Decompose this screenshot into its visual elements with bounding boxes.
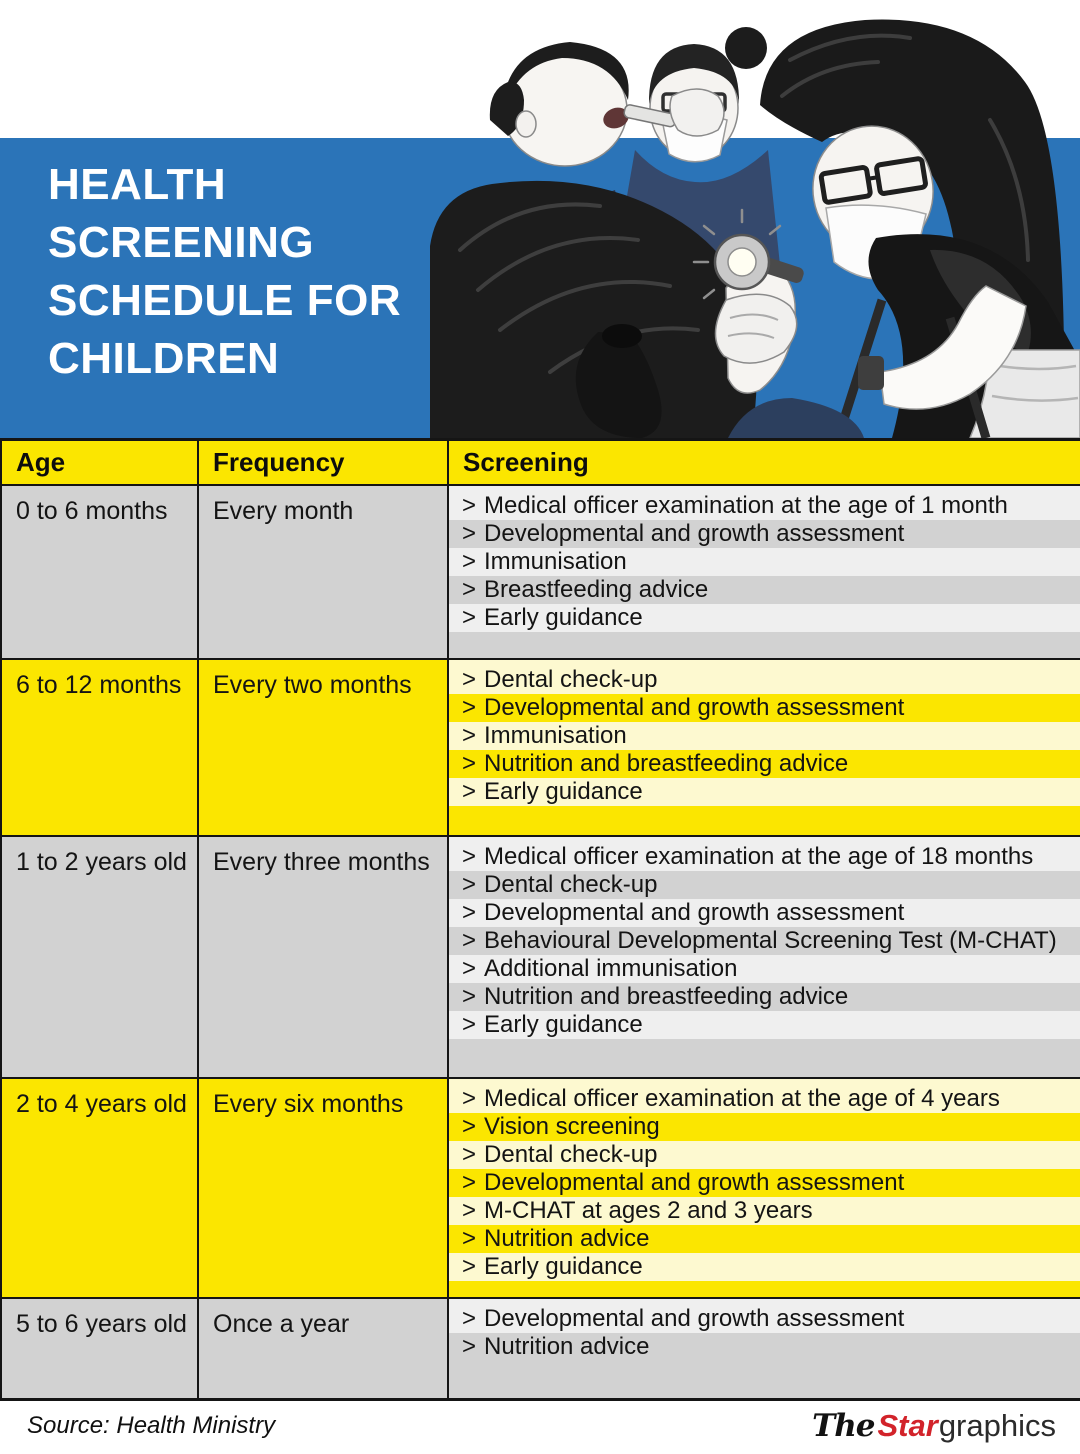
table-row [1, 485, 1080, 659]
screening-item-label: Early guidance [484, 1011, 643, 1038]
screening-list [449, 1079, 1080, 1281]
screening-item-label: Early guidance [484, 604, 643, 631]
chevron-bullet: > [462, 927, 477, 954]
screening-item [449, 1197, 1080, 1225]
chevron-bullet: > [462, 899, 477, 926]
screening-item-label: Developmental and growth assessment [484, 899, 905, 926]
chevron-bullet: > [462, 492, 477, 519]
screening-item [449, 1299, 1080, 1333]
screening-item [449, 1225, 1080, 1253]
title-line: SCREENING [48, 218, 315, 267]
screening-item [449, 1333, 1080, 1361]
frequency-cell: Every six months [198, 1078, 448, 1298]
screening-item-label: Early guidance [484, 1253, 643, 1280]
screening-list [449, 660, 1080, 806]
table-row [1, 1078, 1080, 1298]
chevron-bullet: > [462, 1305, 477, 1332]
screening-cell [448, 1078, 1080, 1298]
chevron-bullet: > [462, 520, 477, 547]
age-cell: 2 to 4 years old [1, 1078, 198, 1298]
logo-star: Star [877, 1407, 938, 1443]
chevron-bullet: > [462, 750, 477, 777]
screening-item [449, 548, 1080, 576]
footer [0, 1401, 1080, 1454]
screening-item-label: Medical officer examination at the age of 4 years [484, 1085, 1000, 1112]
screening-item [449, 871, 1080, 899]
chevron-bullet: > [462, 1253, 477, 1280]
screening-item-label: Dental check-up [484, 1141, 658, 1168]
screening-item [449, 520, 1080, 548]
screening-item-label: Developmental and growth assessment [484, 1305, 905, 1332]
frequency-cell: Every two months [198, 659, 448, 836]
screening-item-label: Breastfeeding advice [484, 576, 709, 603]
screening-schedule-table [0, 438, 1080, 1401]
screening-item-label: Medical officer examination at the age of 18 months [484, 843, 1034, 870]
screening-item-label: Medical officer examination at the age of 1 month [484, 492, 1008, 519]
screening-item [449, 1169, 1080, 1197]
screening-item [449, 722, 1080, 750]
chevron-bullet: > [462, 576, 477, 603]
age-cell: 6 to 12 months [1, 659, 198, 836]
screening-cell [448, 659, 1080, 836]
screening-item [449, 604, 1080, 632]
table-row [1, 836, 1080, 1078]
source-credit: Source: Health Ministry [27, 1411, 276, 1439]
screening-item-label: Nutrition advice [484, 1225, 650, 1252]
title-line: SCHEDULE FOR [48, 276, 402, 325]
screening-item-label: Immunisation [484, 548, 627, 575]
chevron-bullet: > [462, 1197, 477, 1224]
chevron-bullet: > [462, 983, 477, 1010]
title-line: CHILDREN [48, 334, 280, 383]
header-age: Age [1, 440, 198, 486]
screening-item [449, 927, 1080, 955]
chevron-bullet: > [462, 1225, 477, 1252]
screening-item [449, 486, 1080, 520]
the-star-graphics-logo [812, 1408, 1056, 1444]
chevron-bullet: > [462, 871, 477, 898]
screening-item-label: Nutrition and breastfeeding advice [484, 983, 849, 1010]
age-cell: 0 to 6 months [1, 485, 198, 659]
screening-item [449, 899, 1080, 927]
age-cell: 1 to 2 years old [1, 836, 198, 1078]
chevron-bullet: > [462, 1113, 477, 1140]
frequency-cell: Once a year [198, 1298, 448, 1400]
table-row [1, 1298, 1080, 1400]
chevron-bullet: > [462, 1085, 477, 1112]
chevron-bullet: > [462, 778, 477, 805]
screening-item-label: Additional immunisation [484, 955, 738, 982]
screening-item-label: Developmental and growth assessment [484, 1169, 905, 1196]
page-title [48, 156, 401, 388]
frequency-cell: Every month [198, 485, 448, 659]
screening-item [449, 576, 1080, 604]
chevron-bullet: > [462, 843, 477, 870]
screening-item-label: Behavioural Developmental Screening Test (M-CHAT) [484, 927, 1057, 954]
screening-item-label: Early guidance [484, 778, 643, 805]
screening-item [449, 1141, 1080, 1169]
screening-item-label: Developmental and growth assessment [484, 520, 905, 547]
screening-item-label: Nutrition advice [484, 1333, 650, 1360]
screening-cell [448, 1298, 1080, 1400]
girl-figure [430, 181, 864, 438]
logo-the: The [812, 1407, 875, 1444]
screening-item [449, 750, 1080, 778]
screening-item [449, 660, 1080, 694]
hero-section [0, 0, 1080, 438]
screening-list [449, 486, 1080, 632]
screening-item-label: Nutrition and breastfeeding advice [484, 750, 849, 777]
logo-graphics: graphics [938, 1407, 1056, 1443]
screening-item-label: Vision screening [484, 1113, 660, 1140]
title-line: HEALTH [48, 160, 227, 209]
chevron-bullet: > [462, 666, 477, 693]
chevron-bullet: > [462, 722, 477, 749]
screening-item [449, 778, 1080, 806]
screening-item [449, 837, 1080, 871]
table-row [1, 659, 1080, 836]
screening-item-label: Immunisation [484, 722, 627, 749]
chevron-bullet: > [462, 548, 477, 575]
chevron-bullet: > [462, 1141, 477, 1168]
screening-item [449, 1113, 1080, 1141]
chevron-bullet: > [462, 604, 477, 631]
age-cell: 5 to 6 years old [1, 1298, 198, 1400]
header-row [1, 440, 1080, 486]
chevron-bullet: > [462, 1169, 477, 1196]
screening-item [449, 1011, 1080, 1039]
screening-item-label: M-CHAT at ages 2 and 3 years [484, 1197, 813, 1224]
header-frequency: Frequency [198, 440, 448, 486]
chevron-bullet: > [462, 694, 477, 721]
doctor-figure [760, 20, 1080, 438]
screening-item [449, 1079, 1080, 1113]
screening-list [449, 1299, 1080, 1361]
screening-item [449, 955, 1080, 983]
screening-item [449, 694, 1080, 722]
frequency-cell: Every three months [198, 836, 448, 1078]
header-screening: Screening [448, 440, 1080, 486]
screening-item-label: Dental check-up [484, 666, 658, 693]
chevron-bullet: > [462, 955, 477, 982]
screening-list [449, 837, 1080, 1039]
screening-item [449, 1253, 1080, 1281]
screening-item-label: Developmental and growth assessment [484, 694, 905, 721]
chevron-bullet: > [462, 1333, 477, 1360]
screening-cell [448, 485, 1080, 659]
screening-item-label: Dental check-up [484, 871, 658, 898]
screening-item [449, 983, 1080, 1011]
screening-cell [448, 836, 1080, 1078]
medical-examination-illustration [430, 0, 1080, 438]
chevron-bullet: > [462, 1011, 477, 1038]
